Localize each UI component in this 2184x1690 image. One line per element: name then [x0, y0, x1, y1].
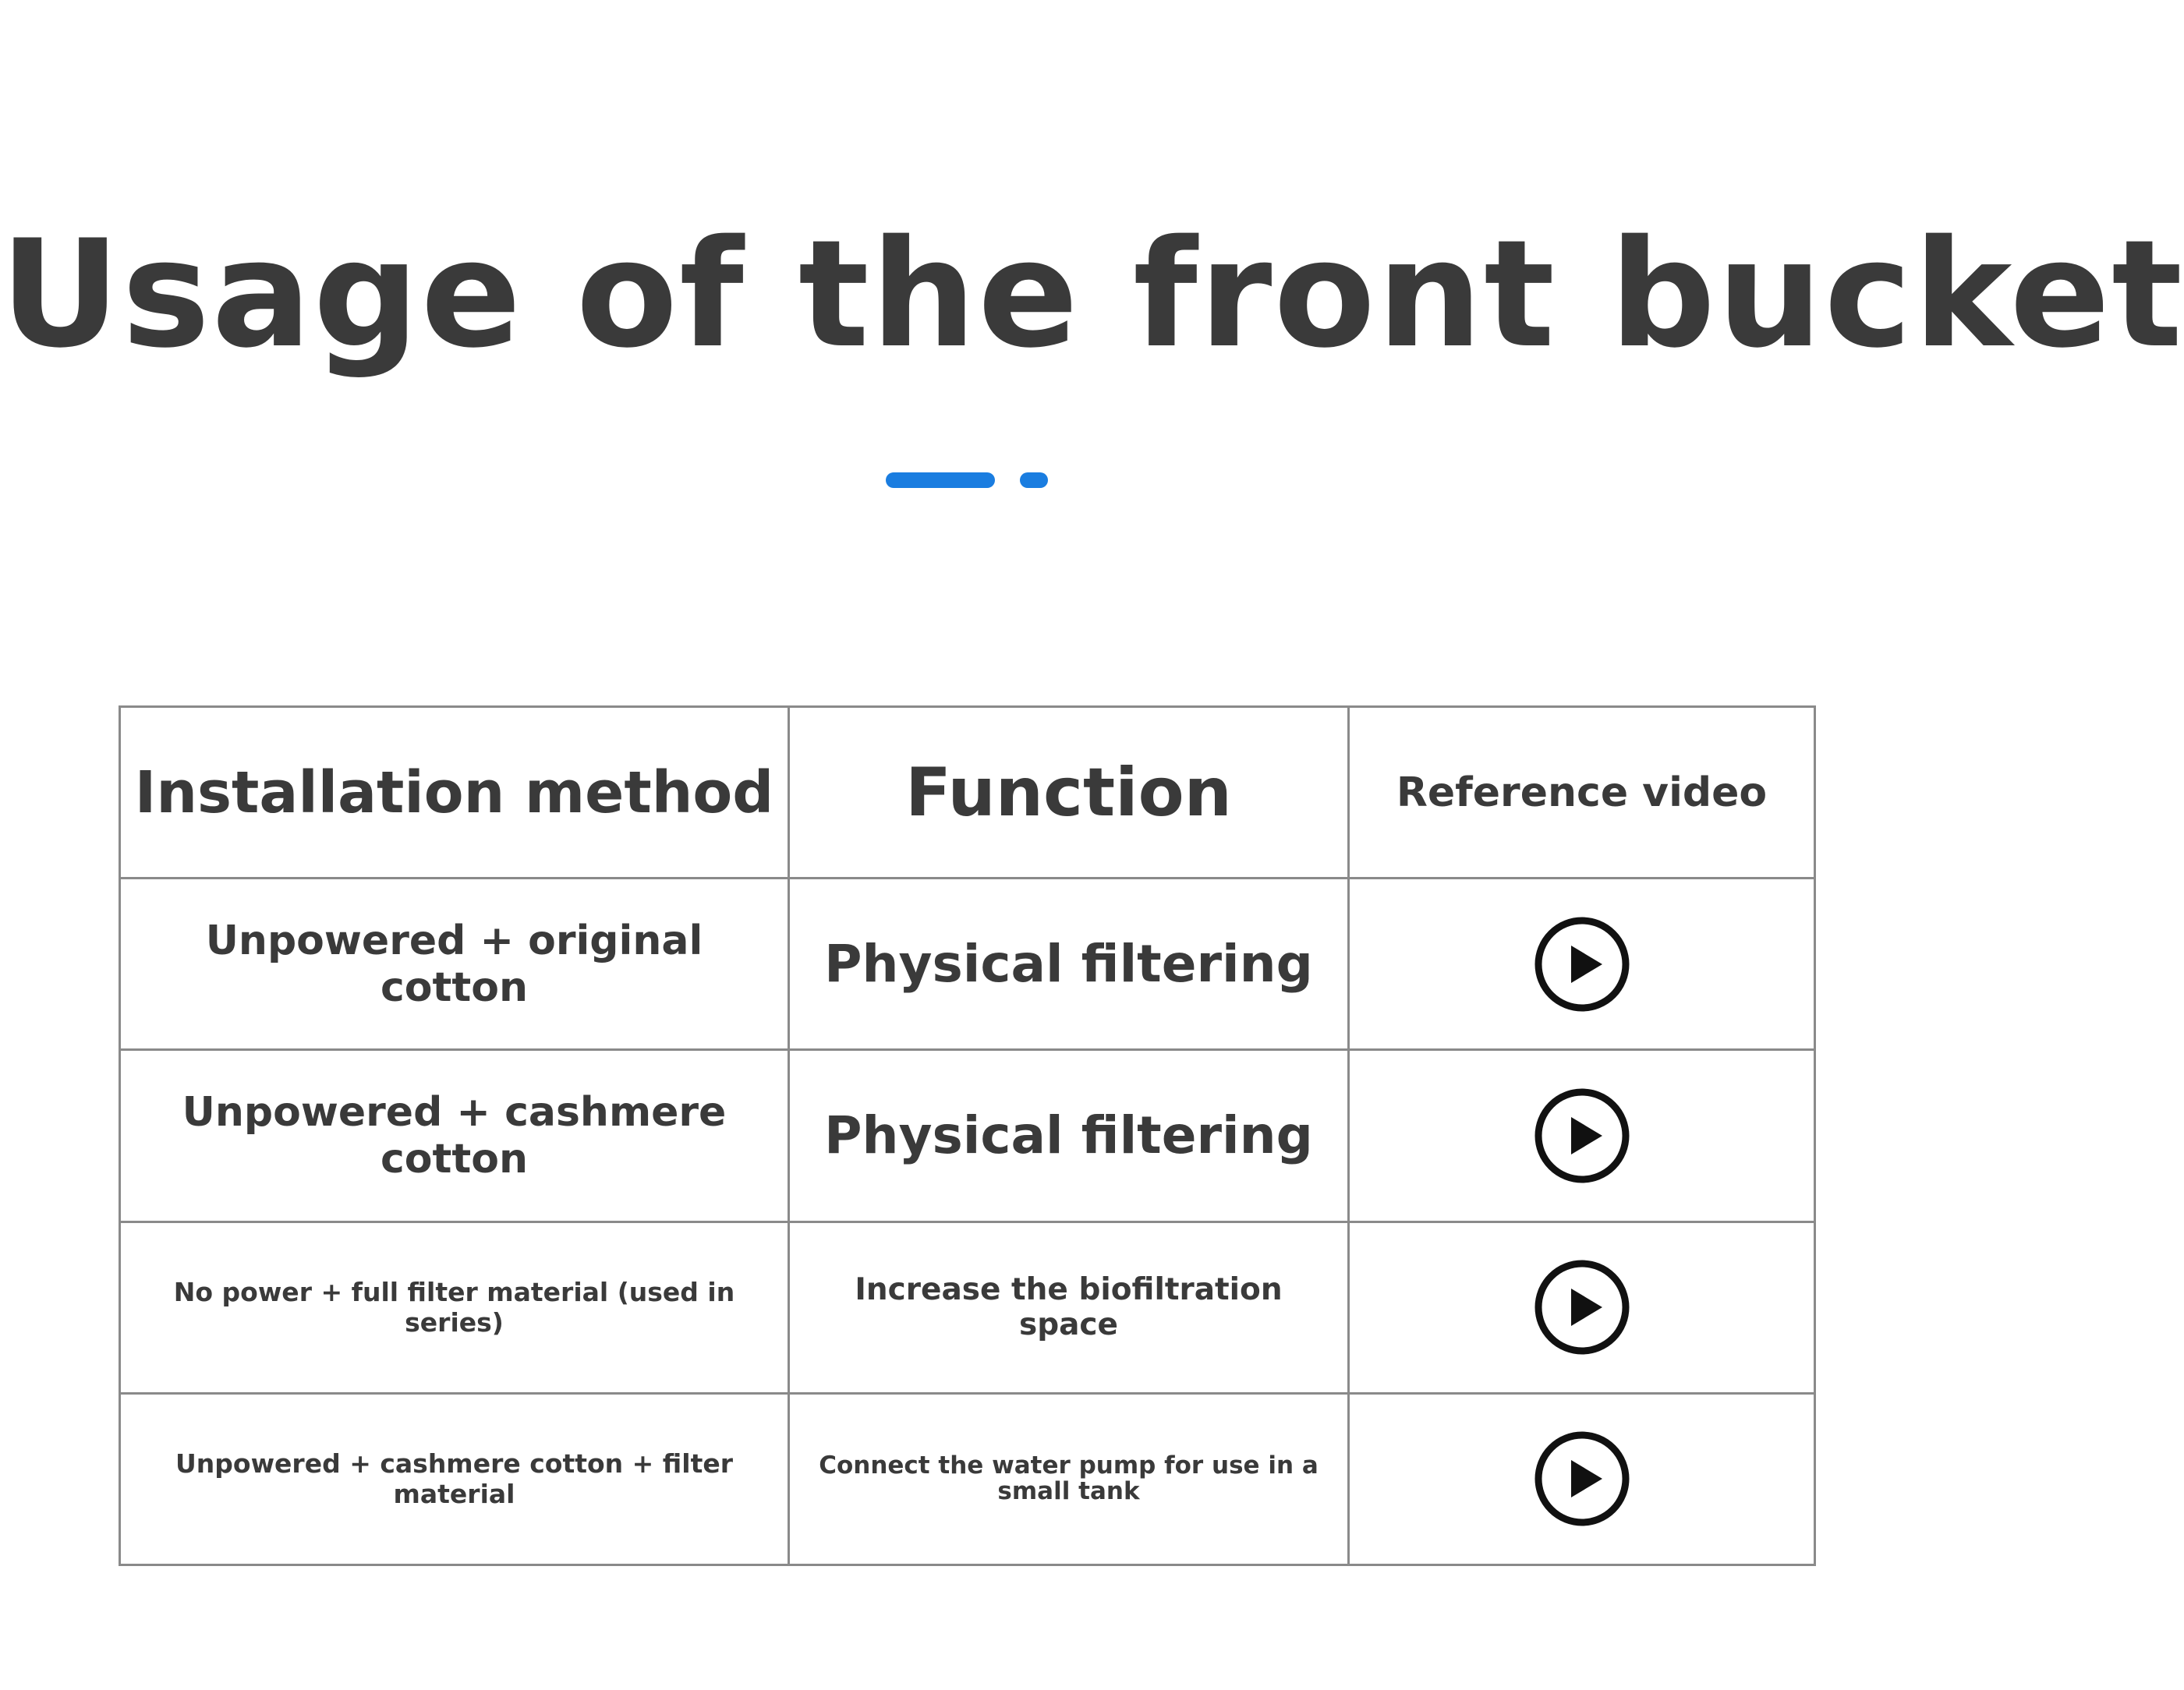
table-row [120, 879, 1815, 1050]
function-cell: Physical filtering [789, 879, 1349, 1050]
table-row [120, 1393, 1815, 1564]
method-cell: No power + full filter material (used in series) [120, 1222, 789, 1393]
header-installation-method: Installation method [120, 707, 789, 879]
video-cell [1349, 1222, 1815, 1393]
header-reference-video: Reference video [1349, 707, 1815, 879]
function-cell: Connect the water pump for use in a small tank [789, 1393, 1349, 1564]
usage-table [119, 705, 1816, 1566]
function-cell: Increase the biofiltration space [789, 1222, 1349, 1393]
title-divider-long [886, 472, 995, 488]
table-row [120, 1222, 1815, 1393]
play-circle-icon[interactable] [1534, 1259, 1630, 1356]
title-divider-short [1020, 472, 1048, 488]
method-cell: Unpowered + original cotton [120, 879, 789, 1050]
table-row [120, 1050, 1815, 1222]
page-title: Usage of the front bucket [0, 208, 2184, 380]
method-cell: Unpowered + cashmere cotton [120, 1050, 789, 1222]
video-cell [1349, 879, 1815, 1050]
video-cell [1349, 1393, 1815, 1564]
table-header-row [120, 707, 1815, 879]
header-function: Function [789, 707, 1349, 879]
function-cell: Physical filtering [789, 1050, 1349, 1222]
play-circle-icon[interactable] [1534, 1430, 1630, 1527]
play-circle-icon[interactable] [1534, 1087, 1630, 1184]
video-cell [1349, 1050, 1815, 1222]
play-circle-icon[interactable] [1534, 916, 1630, 1013]
method-cell: Unpowered + cashmere cotton + filter material [120, 1393, 789, 1564]
